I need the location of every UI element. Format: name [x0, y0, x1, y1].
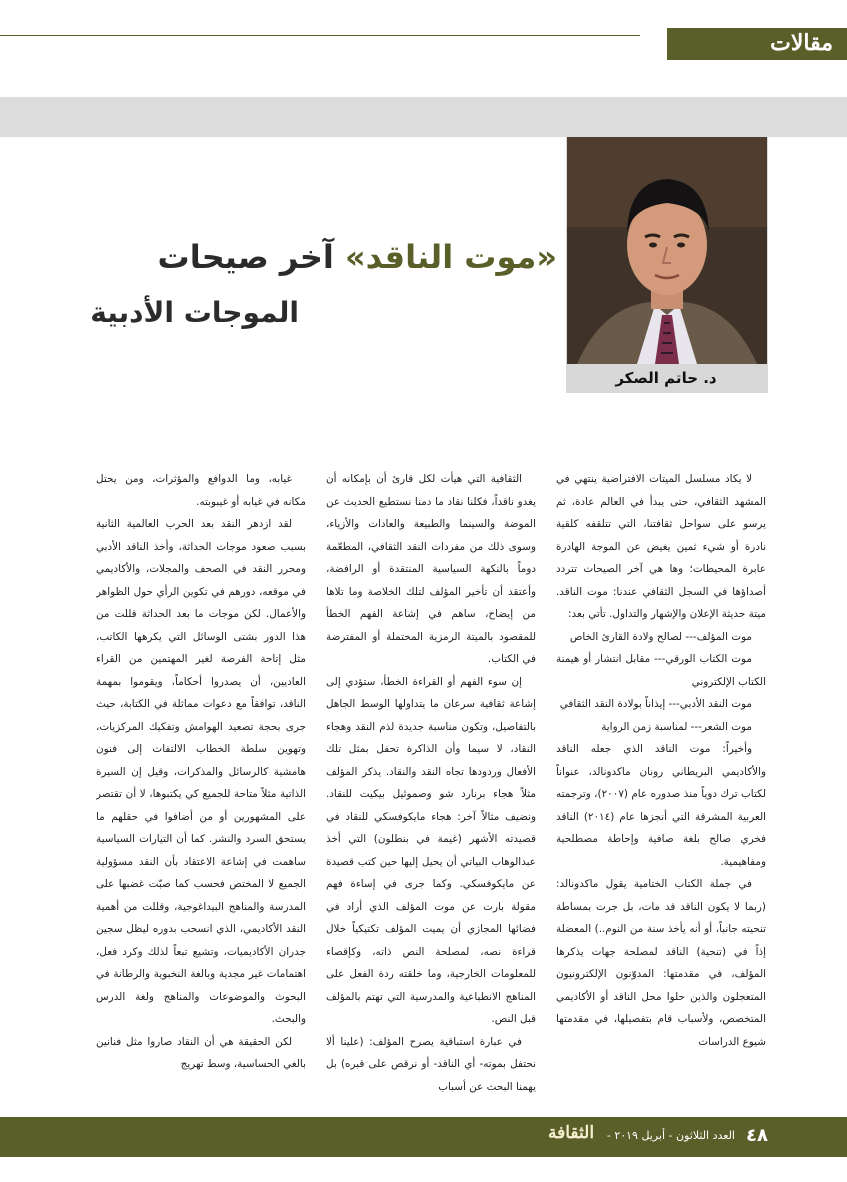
paragraph: في عبارة استباقية يصرح المؤلف: (علينا ألا نحتفل بموته- أي الناقد- أو نرقص على قبره) بل يهمنا البحث عن أسباب: [326, 1035, 536, 1093]
author-name: د. حاتم الصكر: [615, 369, 717, 387]
article-title-rest: آخر صيحات: [157, 238, 334, 276]
paragraph: لقد ازدهر النقد بعد الحرب العالمية الثانية بسبب صعود موجات الحداثة، وأخذ الناقد الأدبي ومحرر النقد في الصحف والمجلات، والأكاديمي في موقعه، دورهم في تكوين الرأي حول الظواهر والأعمال. لكن موجات ما بعد الحداثة قللت من هذا الدور بشتى الوسائل التي يكرهها الكاتب، مثل إتاحة الفرصة لغير المهتمين من القراء العاديين، أن يصدروا أحكاماً، ويقوموا بمهمة الناقد، توافقاً مع دعوات مماثلة في الكتابة، حيث جرى بحجة تصعيد الهوامش وتفكيك المركزيات، وتهوين سلطة الخطاب الالتفات إلى فنون هامشية كالرسائل والمذكرات، وقيل إن السيرة الذاتية مثلاً متاحة للجميع كي يكتبوها، لا أن تقتصر على المشهورين أو من أضافوا في حقلهم ما يستحق السرد والنشر. كما أن التيارات السياسية ساهمت في إشاعة الاعتقاد بأن النقد مسؤولية الجميع لا المختص فحسب كما صبّت غضبها على المدرسة والمناهج البيداغوجية، وقللت من أهمية النقد الأكاديمي، الذي انسحب بدوره ليظل سجين جدران الأكاديميات، وتشيع تبعاً لذلك وكرد فعل، اهتمامات غير مجدية وبالغة النخبوية والرطانة في البحوث والموضوعات والمناهج ولغة الدرس والبحث.: [96, 518, 306, 1025]
author-photo: [567, 137, 767, 364]
paragraph: موت الكتاب الورقي--- مقابل انتشار أو هيمنة الكتاب الإلكتروني: [556, 653, 766, 688]
paragraph: إن سوء الفهم أو القراءة الخطأ، ستؤدي إلى إشاعة ثقافية سرعان ما يتداولها الوسط الجاهل بالتفاصيل، وتكون مناسبة جديدة لذم النقد وهجاء النقاد، لا سيما وأن الذاكرة تحفل بمثل تلك الأفعال وردودها تجاه النقد والنقاد. يذكر المؤلف مثلاً هجاء برنارد شو وصموئيل بيكيت للنقاد. ونضيف مثالاً آخر: هجاء مايكوفسكي للنقاد في قصيدته الأشهر (غيمة في بنطلون) التي أخذ عبدالوهاب البياتي أن يحيل إليها حين كتب قصيدة عن مايكوفسكي. وكما جرى في إساءة فهم مقولة بارت عن موت المؤلف الذي أراد في فضائها المجازي أن يميت المؤلف تكتيكياً خلال قراءة نصه، لمصلحة النص ذاته، وكإقصاء للمعلومات الخارجية، وما خلقته ردة الفعل على المناهج الانطباعية والمدرسية التي تهتم بالمؤلف قبل النص.: [326, 675, 536, 1025]
paragraph: لكن الحقيقة هي أن النقاد صاروا مثل فنانين بالغي الحساسية، وسط تهريج: [96, 1035, 306, 1070]
paragraph: الثقافية التي هيأت لكل قارئ أن بإمكانه أن يغدو ناقداً، فكلنا نقاد ما دمنا نستطيع الحديث عن الموضة والسينما والطبيعة والعادات والأزياء، وسوى ذلك من مفردات النقد الثقافي، المطعّمة دوماً بالنكهة السياسية المنتقدة أو الرافضة، وأعتقد أن تأخير المؤلف لتلك الخلاصة وما تلاها من إيضاح، ساهم في إشاعة الفهم الخطأ للمقصود بالميتة الرمزية المحتملة أو المفترضة في الكتاب.: [326, 473, 536, 665]
paragraph: موت النقد الأدبي--- إيذاناً بولادة النقد الثقافي: [559, 698, 752, 710]
top-rule: [0, 35, 640, 36]
article-title-line-2: الموجات الأدبية: [90, 296, 299, 329]
author-photo-frame: [566, 137, 768, 393]
footer-bar: [0, 1117, 847, 1157]
paragraph: غيابه، وما الدوافع والمؤثرات، ومن يحتل مكانه في غيابه أو غيبوبته.: [96, 473, 306, 508]
paragraph: لا يكاد مسلسل الميتات الافتراضية ينتهي في المشهد الثقافي، حتى يبدأ في العالم عادة، ثم يرسو على سواحل ثقافتنا، التي تتلقفه كلقية نادرة أو شيء ثمين يغيض عن الموجة الهادرة عابرة المحيطات؛ وها هي آخر الصيحات تتردد أصداؤها في السجل الثقافي عندنا: موت الناقد. ميتة حديثة الإعلان والإشهار والتداول. تأتي بعد:: [556, 473, 766, 620]
paragraph: وأخيراً: موت الناقد الذي جعله الناقد والأكاديمي البريطاني رونان ماكدونالد، عنواناً لكتاب ترك دوياً منذ صدوره عام (٢٠٠٧)، وترجمته العربية المشرقة التي أنجزها عام (٢٠١٤) الناقد فخري صالح بلغة صافية وإحاطة مصطلحية ومفاهيمية.: [556, 743, 766, 868]
paragraph: موت الشعر--- لمناسبة زمن الرواية: [601, 720, 752, 733]
article-title-line-1: [158, 238, 557, 276]
article-column-left: [96, 468, 306, 1098]
article-column-middle: [326, 468, 536, 1098]
magazine-logo: الثقافة: [548, 1123, 595, 1143]
page-number: ٤٨: [746, 1125, 768, 1146]
header-band: [0, 97, 847, 137]
author-portrait-graphic: [567, 137, 767, 364]
paragraph: موت المؤلف--- لصالح ولادة القارئ الخاص: [569, 630, 752, 643]
section-tab: [667, 28, 847, 60]
article-column-right: [556, 468, 766, 1098]
section-label: مقالات: [770, 30, 833, 56]
paragraph: في جملة الكتاب الختامية يقول ماكدونالد: (ربما لا يكون الناقد قد مات، بل جرت بمساطة تنحيته جانباً، أو أنه يأخذ سنة من النوم..) المعضلة إذاً في (تنحية) الناقد لمصلحة جهات يذكرها المؤلف، في مقدمتها: المدوّنون الإلكترونيون المتعجلون والذين حلوا محل الناقد أو الأكاديمي المتخصص، ولأسباب قام بتفصيلها، في مقدمتها شيوع الدراسات: [556, 878, 766, 1048]
issue-info: العدد الثلاثون - أبريل ٢٠١٩ -: [606, 1129, 735, 1142]
article-title-quoted: «موت الناقد»: [344, 238, 557, 276]
